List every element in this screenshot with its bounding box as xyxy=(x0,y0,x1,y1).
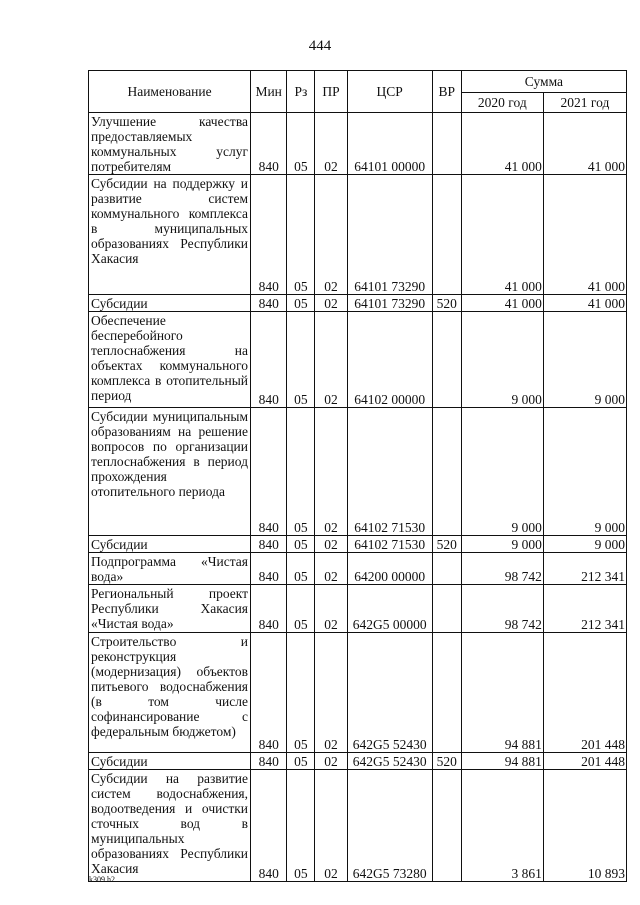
row-min: 840 xyxy=(251,408,287,536)
row-sum-2020: 3 861 xyxy=(461,770,543,882)
row-sum-2020: 41 000 xyxy=(461,175,543,295)
row-sum-2021: 212 341 xyxy=(543,553,626,585)
row-csr: 64102 71530 xyxy=(347,536,432,553)
row-sum-2020: 41 000 xyxy=(461,113,543,175)
header-min: Мин xyxy=(251,71,287,113)
row-csr: 64102 71530 xyxy=(347,408,432,536)
row-csr: 642G5 52430 xyxy=(347,753,432,770)
row-name: Субсидии на развитие систем водоснабжения, водоотведения и очистки сточных вод в муниципальных образованиях Республики Хакасия xyxy=(89,770,251,882)
row-vr xyxy=(432,312,461,408)
row-name: Субсидии муниципальным образованиям на решение вопросов по организации теплоснабжения в период прохождения отопительного периода xyxy=(89,408,251,536)
row-name: Подпрограмма «Чистая вода» xyxy=(89,553,251,585)
row-min: 840 xyxy=(251,633,287,753)
row-vr xyxy=(432,633,461,753)
row-name: Строительство и реконструкция (модернизация) объектов питьевого водоснабжения (в том числе софинансирование с федеральным бюджетом) xyxy=(89,633,251,753)
row-vr xyxy=(432,770,461,882)
row-sum-2021: 212 341 xyxy=(543,585,626,633)
row-sum-2021: 41 000 xyxy=(543,295,626,312)
budget-table xyxy=(88,70,627,882)
row-sum-2020: 94 881 xyxy=(461,633,543,753)
row-rz: 05 xyxy=(287,770,315,882)
header-sum: Сумма xyxy=(461,71,626,93)
table-row xyxy=(89,633,627,753)
row-csr: 64200 00000 xyxy=(347,553,432,585)
row-vr: 520 xyxy=(432,753,461,770)
row-sum-2021: 201 448 xyxy=(543,753,626,770)
row-pr: 02 xyxy=(315,295,347,312)
row-sum-2020: 98 742 xyxy=(461,585,543,633)
row-name: Субсидии xyxy=(89,536,251,553)
header-csr: ЦСР xyxy=(347,71,432,113)
table-row xyxy=(89,408,627,536)
header-name: Наименование xyxy=(89,71,251,113)
row-csr: 642G5 52430 xyxy=(347,633,432,753)
row-rz: 05 xyxy=(287,553,315,585)
row-name: Улучшение качества предоставляемых коммунальных услуг потребителям xyxy=(89,113,251,175)
row-sum-2020: 41 000 xyxy=(461,295,543,312)
row-sum-2021: 9 000 xyxy=(543,536,626,553)
row-csr: 642G5 73280 xyxy=(347,770,432,882)
row-vr xyxy=(432,113,461,175)
row-vr xyxy=(432,175,461,295)
row-vr xyxy=(432,553,461,585)
footer-code: k309 h2 xyxy=(89,875,115,884)
row-name: Субсидии xyxy=(89,295,251,312)
row-pr: 02 xyxy=(315,113,347,175)
row-rz: 05 xyxy=(287,633,315,753)
row-sum-2021: 9 000 xyxy=(543,408,626,536)
row-pr: 02 xyxy=(315,312,347,408)
header-2021: 2021 год xyxy=(543,93,626,113)
row-vr xyxy=(432,585,461,633)
row-rz: 05 xyxy=(287,295,315,312)
row-rz: 05 xyxy=(287,585,315,633)
row-min: 840 xyxy=(251,312,287,408)
row-sum-2020: 9 000 xyxy=(461,536,543,553)
row-sum-2021: 41 000 xyxy=(543,175,626,295)
row-sum-2021: 10 893 xyxy=(543,770,626,882)
row-rz: 05 xyxy=(287,175,315,295)
row-csr: 64101 73290 xyxy=(347,295,432,312)
header-rz: Рз xyxy=(287,71,315,113)
row-csr: 642G5 00000 xyxy=(347,585,432,633)
header-vr: ВР xyxy=(432,71,461,113)
page-number: 444 xyxy=(308,38,332,54)
row-csr: 64102 00000 xyxy=(347,312,432,408)
table-row xyxy=(89,312,627,408)
row-sum-2021: 201 448 xyxy=(543,633,626,753)
row-min: 840 xyxy=(251,175,287,295)
row-pr: 02 xyxy=(315,770,347,882)
row-csr: 64101 00000 xyxy=(347,113,432,175)
row-sum-2020: 98 742 xyxy=(461,553,543,585)
table-row xyxy=(89,295,627,312)
header-pr: ПР xyxy=(315,71,347,113)
row-rz: 05 xyxy=(287,312,315,408)
row-vr: 520 xyxy=(432,536,461,553)
row-pr: 02 xyxy=(315,408,347,536)
row-rz: 05 xyxy=(287,753,315,770)
row-min: 840 xyxy=(251,553,287,585)
row-min: 840 xyxy=(251,113,287,175)
row-vr xyxy=(432,408,461,536)
row-pr: 02 xyxy=(315,175,347,295)
row-min: 840 xyxy=(251,753,287,770)
row-pr: 02 xyxy=(315,585,347,633)
row-rz: 05 xyxy=(287,536,315,553)
table-row xyxy=(89,753,627,770)
row-pr: 02 xyxy=(315,553,347,585)
row-name: Обеспечение бесперебойного теплоснабжения на объектах коммунального комплекса в отопительный период xyxy=(89,312,251,408)
row-name: Региональный проект Республики Хакасия «Чистая вода» xyxy=(89,585,251,633)
row-min: 840 xyxy=(251,295,287,312)
row-min: 840 xyxy=(251,536,287,553)
row-sum-2020: 9 000 xyxy=(461,312,543,408)
row-name: Субсидии xyxy=(89,753,251,770)
row-pr: 02 xyxy=(315,633,347,753)
table-row xyxy=(89,585,627,633)
row-sum-2020: 9 000 xyxy=(461,408,543,536)
table-row xyxy=(89,553,627,585)
row-rz: 05 xyxy=(287,408,315,536)
row-csr: 64101 73290 xyxy=(347,175,432,295)
row-sum-2021: 9 000 xyxy=(543,312,626,408)
table-row xyxy=(89,770,627,882)
row-min: 840 xyxy=(251,770,287,882)
header-2020: 2020 год xyxy=(461,93,543,113)
row-rz: 05 xyxy=(287,113,315,175)
row-pr: 02 xyxy=(315,536,347,553)
row-sum-2021: 41 000 xyxy=(543,113,626,175)
row-pr: 02 xyxy=(315,753,347,770)
table-row xyxy=(89,536,627,553)
table-row xyxy=(89,175,627,295)
row-name: Субсидии на поддержку и развитие систем коммунального комплекса в муниципальных образованиях Республики Хакасия xyxy=(89,175,251,295)
row-vr: 520 xyxy=(432,295,461,312)
table-row xyxy=(89,113,627,175)
row-sum-2020: 94 881 xyxy=(461,753,543,770)
row-min: 840 xyxy=(251,585,287,633)
